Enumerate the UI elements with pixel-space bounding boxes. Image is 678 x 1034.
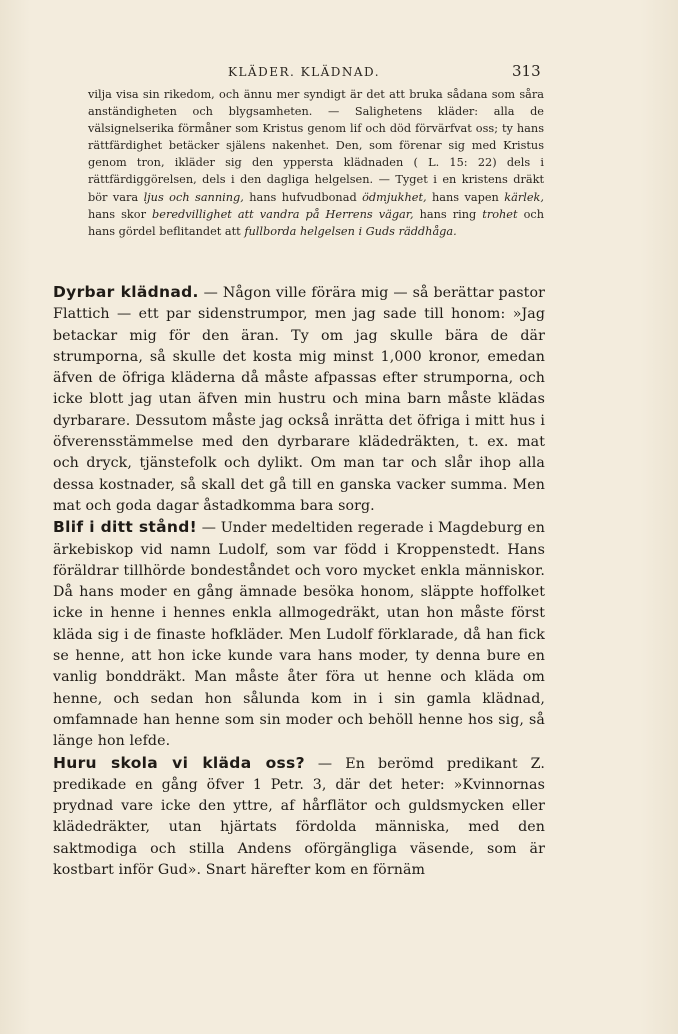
section-heading: Huru skola vi kläda oss? [53, 753, 305, 772]
main-text [53, 282, 545, 881]
section-huru-skola-vi [53, 753, 545, 882]
section-heading: Dyrbar klädnad. [53, 283, 199, 301]
running-title: KLÄDER. KLÄDNAD. [228, 65, 381, 79]
section-text: — En berömd predikant Z. predikade en gång öfver 1 Petr. 3, där det heter: »Kvinnornas prydnad vare icke den yttre, af hårflätor och guldsmycken eller klädedräkter, utan hjärtats fördolda människa, med den saktmodiga och stilla Andens oförgängliga väsende, som är kostbart inför Gud». Snart härefter kom en förnäm [53, 755, 545, 879]
running-header [0, 62, 678, 84]
section-heading: Blif i ditt stånd! [53, 518, 197, 537]
section-blif-i-ditt-stand [53, 517, 545, 752]
section-text: — Under medeltiden regerade i Magdeburg en ärkebiskop vid namn Ludolf, som var född i Kroppenstedt. Hans föräldrar tillhörde bondeståndet och voro mycket enkla människor. Då hans moder en gång ämnade besöka honom, släppte hoffolket icke in henne i hennes enkla allmogedräkt, utan hon måste först kläda sig i de finaste hofkläder. Men Ludolf förklarade, då han fick se henne, att hon icke kunde vara hans moder, ty denna bure en vanlig bonddräkt. Man måste åter föra ut henne och kläda om henne, och sedan hon sålunda kom in i sin gamla klädnad, omfamnade han henne som sin moder och behöll henne hos sig, så länge hon lefde. [53, 520, 545, 750]
section-text: — Någon ville förära mig — så berättar pastor Flattich — ett par sidenstrumpor, men jag sade till honom: »Jag betackar mig för den äran. Ty om jag skullе bära de där strumporna, så skulle det kosta mig minst 1,000 kronor, emedan äfven de öfriga kläderna då måste afpassas efter strumporna, och icke blott jag utan äfven min hustru och mina barn måste klädas dyrbarare. Dessutom måste jag också inrätta det öfriga i mitt hus i öfverensstämmelse med den dyrbarare klädedräkten, t. ex. mat och dryck, tjänstefolk och dylikt. Om man tar och slår ihop alla dessa kostnader, så skall det gå till en ganska vacker summa. Men mat och goda dagar åstadkomma bara sorg. [53, 285, 545, 514]
intro-paragraph: vilja visa sin rikedom, och ännu mer syndigt är det att bruka sådana som såra anständigheten och blygsamheten. — Salighetens kläder: alla de välsignelserika förmåner som Kristus genom lif och död förvärfvat oss; ty hans rättfärdighet betäcker själens nakenhet. Den, som förenar sig med Kristus genom tron, ikläder sig den yppersta klädnaden ( L. 15: 22) dels i rättfärdiggörelsen, dels i den dagliga helgelsen. — Tyget i en kristens dräkt bör vara ljus och sanning, hans hufvudbonad ödmjukhet, hans vapen kärlek, hans skor beredvillighet att vandra på Herrens vägar, hans ring trohet och hans gördel beflitandet att fullborda helgelsen i Guds räddhåga. [88, 88, 544, 238]
page-number: 313 [512, 62, 541, 80]
section-dyrbar-kladnad [53, 282, 545, 517]
